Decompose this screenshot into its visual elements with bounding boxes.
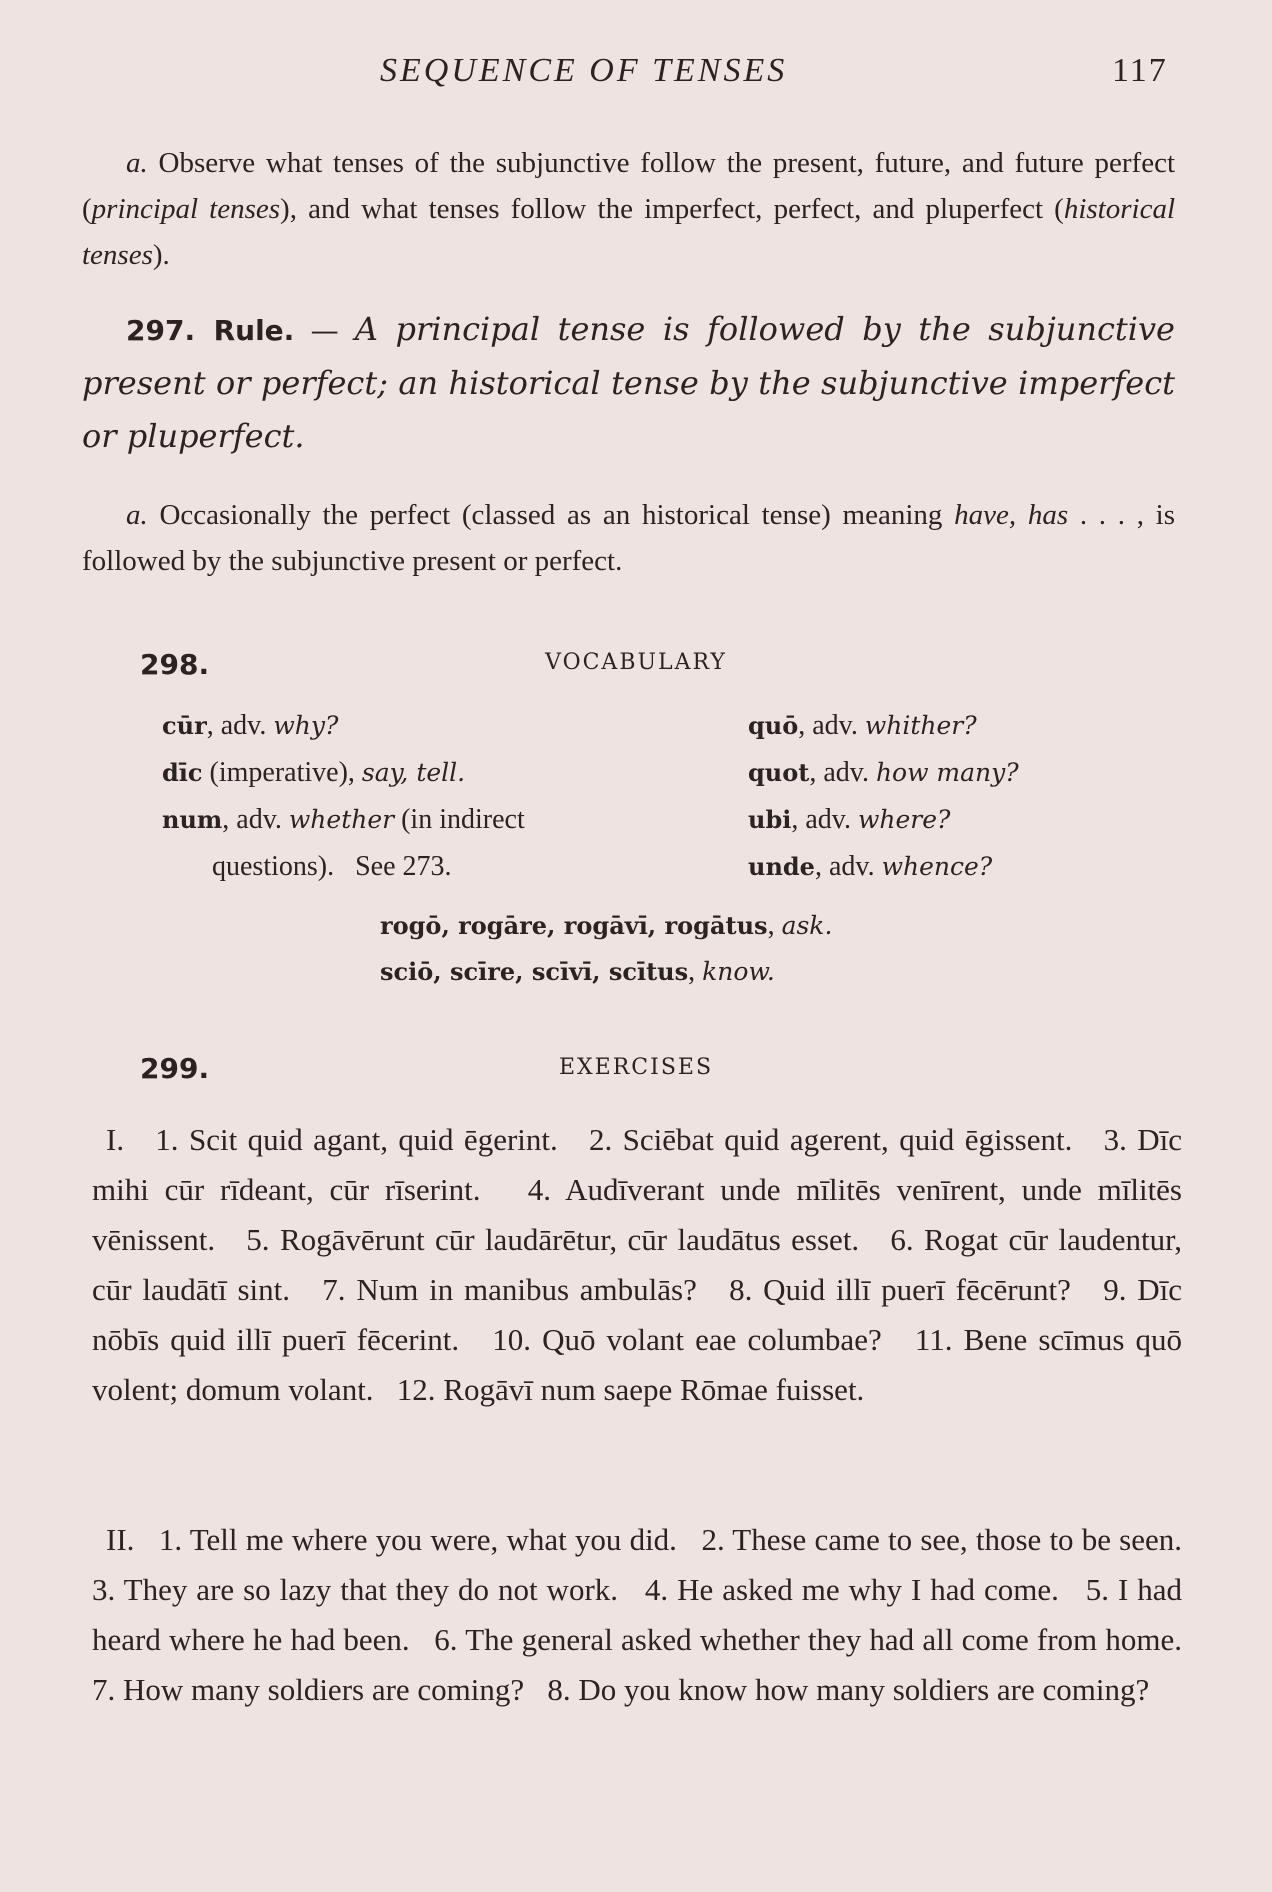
- note-a-occasionally: [82, 492, 1175, 584]
- note-text: . . . , is followed by the subjunctive present or perfect.: [82, 499, 1176, 577]
- vocab-entry: rogō, rogāre, rogāvī, rogātus, ask.: [380, 910, 833, 941]
- running-title: SEQUENCE OF TENSES: [380, 52, 788, 89]
- exercises-part-2: [92, 1515, 1206, 1715]
- running-head: [0, 52, 1272, 96]
- section-number-298: 298.: [140, 648, 210, 681]
- exercises-part-1: [92, 1115, 1190, 1415]
- vocabulary-heading: VOCABULARY: [545, 650, 727, 675]
- section-number: 297.: [126, 314, 196, 347]
- rule-dash: —: [294, 314, 355, 347]
- page-number: 117: [1112, 52, 1168, 89]
- note-emphasis: historical tenses: [82, 193, 1176, 271]
- vocab-entry: dīc (imperative), say, tell.: [162, 757, 466, 788]
- vocab-entry: num, adv. whether (in indirect: [162, 804, 525, 835]
- note-text: ), and what tenses follow the imperfect, perfect, and pluperfect (: [280, 193, 1064, 225]
- note-emphasis: have, has: [954, 499, 1069, 531]
- note-label: a.: [126, 147, 148, 179]
- exercises-heading: EXERCISES: [558, 1055, 714, 1080]
- note-text: ).: [152, 239, 170, 271]
- rule-keyword: Rule.: [213, 314, 295, 347]
- vocab-entry: quō, adv. whither?: [748, 710, 977, 741]
- vocab-entry-continuation: questions). See 273.: [212, 851, 452, 882]
- exercise-text: I. 1. Scit quid agant, quid ēgerint. 2. Sciēbat quid agerent, quid ēgissent. 3. Dīc mihi cūr rīdeant, cūr rīserint. 4. Audīverant unde mīlitēs venīrent, unde mīlitēs vēnissent. 5. Rogāvērunt cūr laudārētur, cūr laudātus esset. 6. Rogat cūr laudentur, cūr laudātī sint. 7. Num in manibus ambulās? 8. Quid illī puerī fēcērunt? 9. Dīc nōbīs quid illī puerī fēcerint. 10. Quō volant eae columbae? 11. Bene scīmus quō volent; domum volant. 12. Rogāvī num saepe Rōmae fuisset.: [92, 1122, 1190, 1407]
- vocab-entry: unde, adv. whence?: [748, 851, 993, 882]
- rule-297: [82, 303, 1175, 463]
- vocabulary-list: [0, 710, 1272, 1030]
- note-label: a.: [126, 499, 148, 531]
- exercise-text: II. 1. Tell me where you were, what you did. 2. These came to see, those to be seen. 3. They are so lazy that they do not work. 4. He asked me why I had come. 5. I had heard where he had been. 6. The general asked whether they had all come from home. 7. How many soldiers are coming? 8. Do you know how many soldiers are coming?: [92, 1522, 1206, 1707]
- vocab-entry: cūr, adv. why?: [162, 710, 339, 741]
- note-a-principal-historical: [82, 140, 1175, 278]
- section-number-299: 299.: [140, 1052, 210, 1085]
- note-emphasis: principal tenses: [91, 193, 281, 225]
- rule-text: A principal tense is followed by the subjunctive present or perfect; an historical tense by the subjunctive imperfect or pluperfect.: [82, 310, 1175, 455]
- vocab-entry: quot, adv. how many?: [748, 757, 1019, 788]
- note-text: Occasionally the perfect (classed as an historical tense) meaning: [147, 499, 955, 531]
- vocab-entry: sciō, scīre, scīvī, scītus, know.: [380, 956, 775, 987]
- vocab-entry: ubi, adv. where?: [748, 804, 951, 835]
- note-text: Observe what tenses of the subjunctive follow the present, future, and future perfect (: [82, 147, 1175, 225]
